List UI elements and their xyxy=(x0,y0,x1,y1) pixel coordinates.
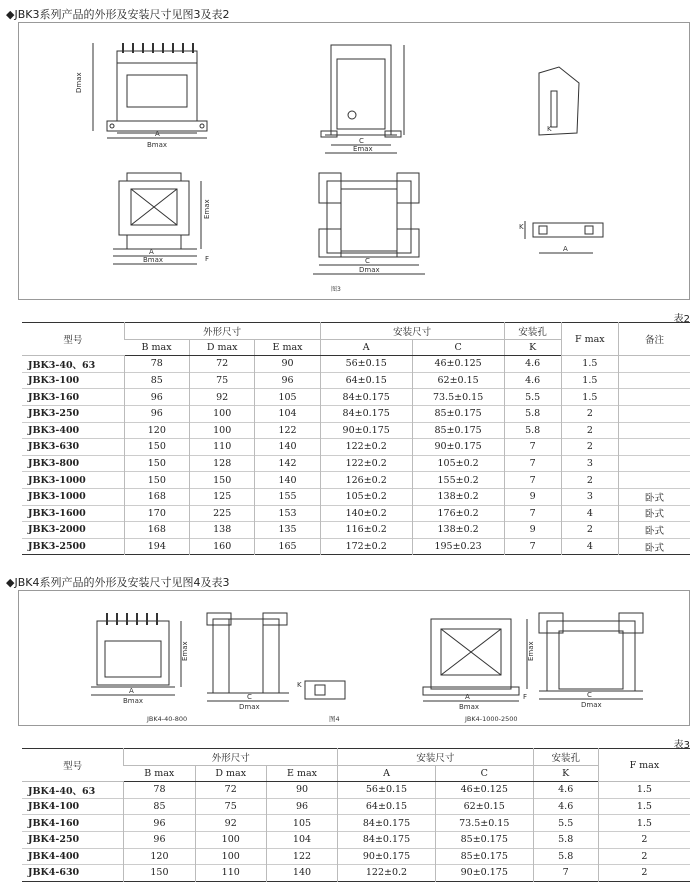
t2-h-emax: E max xyxy=(255,339,320,356)
table2-cell: 卧式 xyxy=(618,488,690,505)
table3-cell: 105 xyxy=(266,815,337,832)
table3-cell: 5.5 xyxy=(533,815,598,832)
table3-cell: 140 xyxy=(266,865,337,882)
caption-left: JBK4-40-800 xyxy=(147,715,188,723)
table2-cell: 150 xyxy=(190,472,255,489)
t2-h-model: 型号 xyxy=(22,323,124,356)
t2-h-k: K xyxy=(504,339,561,356)
table2-row xyxy=(22,522,690,539)
table3-cell: 100 xyxy=(195,848,266,865)
table2-cell: 90 xyxy=(255,356,320,373)
table3-cell: JBK4-250 xyxy=(22,831,124,848)
label-k-1: K xyxy=(547,125,552,133)
table2-cell: 96 xyxy=(124,389,189,406)
table2-cell xyxy=(618,472,690,489)
table3-cell: 85±0.175 xyxy=(435,831,533,848)
table2-cell: 2 xyxy=(561,522,618,539)
table2-cell: 46±0.125 xyxy=(412,356,504,373)
table3-cell: 4.6 xyxy=(533,782,598,799)
label-c-2: C xyxy=(365,257,370,265)
t3-h-model: 型号 xyxy=(22,749,124,782)
table3-cell: 120 xyxy=(124,848,195,865)
table2-cell: 1.5 xyxy=(561,356,618,373)
table2-cell: 105±0.2 xyxy=(412,455,504,472)
table2-cell: 90±0.175 xyxy=(320,422,412,439)
table2-cell: 96 xyxy=(255,372,320,389)
table2-cell: 104 xyxy=(255,405,320,422)
table2-cell: 105±0.2 xyxy=(320,488,412,505)
table2-cell: JBK3-800 xyxy=(22,455,124,472)
figure-4-drawing xyxy=(19,591,691,727)
table2-cell: 142 xyxy=(255,455,320,472)
table2-cell: JBK3-630 xyxy=(22,439,124,456)
table2-cell: 3 xyxy=(561,488,618,505)
table2-cell: 225 xyxy=(190,505,255,522)
table2-row xyxy=(22,389,690,406)
t2-h-c: C xyxy=(412,339,504,356)
table2-cell xyxy=(618,455,690,472)
t2-h-remark: 备注 xyxy=(618,323,690,356)
table2-cell: JBK3-1600 xyxy=(22,505,124,522)
table2-cell: 64±0.15 xyxy=(320,372,412,389)
table2-cell: 168 xyxy=(124,522,189,539)
t2-h-dmax: D max xyxy=(190,339,255,356)
t2-h-outline: 外形尺寸 xyxy=(124,323,320,340)
table2-cell: 78 xyxy=(124,356,189,373)
table2-cell: JBK3-2500 xyxy=(22,538,124,555)
table2-cell: 155±0.2 xyxy=(412,472,504,489)
table2-cell: 128 xyxy=(190,455,255,472)
table2-cell: 122 xyxy=(255,422,320,439)
table2-cell: 122±0.2 xyxy=(320,439,412,456)
table3-cell: 122±0.2 xyxy=(338,865,436,882)
table2-cell: 150 xyxy=(124,472,189,489)
t3-h-bmax: B max xyxy=(124,765,195,782)
label-f-2: F xyxy=(523,693,528,701)
table3-row xyxy=(22,798,690,815)
table2-cell: JBK3-250 xyxy=(22,405,124,422)
table2-cell: 84±0.175 xyxy=(320,389,412,406)
table2-cell: 140 xyxy=(255,439,320,456)
table3-cell: 73.5±0.15 xyxy=(435,815,533,832)
table2-cell: 125 xyxy=(190,488,255,505)
table3-cell: 104 xyxy=(266,831,337,848)
table3-row xyxy=(22,865,690,882)
t2-h-hole: 安装孔 xyxy=(504,323,561,340)
table3-cell: 110 xyxy=(195,865,266,882)
table3-cell: 96 xyxy=(124,815,195,832)
t2-h-a: A xyxy=(320,339,412,356)
table2-cell: JBK3-1000 xyxy=(22,472,124,489)
table2-cell: 73.5±0.15 xyxy=(412,389,504,406)
table3-cell: 84±0.175 xyxy=(338,831,436,848)
table2-cell: JBK3-1000 xyxy=(22,488,124,505)
table3-cell: 2 xyxy=(598,865,690,882)
table2-cell: 4 xyxy=(561,505,618,522)
t3-h-a: A xyxy=(338,765,436,782)
table2-cell: 7 xyxy=(504,538,561,555)
table2-cell: 62±0.15 xyxy=(412,372,504,389)
table3-cell: 90±0.175 xyxy=(338,848,436,865)
table3-cell: 62±0.15 xyxy=(435,798,533,815)
caption-right: JBK4-1000-2500 xyxy=(465,715,518,723)
table2-cell: 140±0.2 xyxy=(320,505,412,522)
table2-cell: 2 xyxy=(561,439,618,456)
table3-cell: JBK4-630 xyxy=(22,865,124,882)
label-bmax-2: Bmax xyxy=(143,256,164,264)
table2-cell: 194 xyxy=(124,538,189,555)
table2-cell: 4.6 xyxy=(504,372,561,389)
table2-cell: 160 xyxy=(190,538,255,555)
table3-label: 表3 xyxy=(673,740,690,751)
table2-cell xyxy=(618,422,690,439)
table3-cell: JBK4-160 xyxy=(22,815,124,832)
figure-4 xyxy=(18,590,690,726)
table2-cell: 176±0.2 xyxy=(412,505,504,522)
table3-cell: 56±0.15 xyxy=(338,782,436,799)
table2 xyxy=(22,322,690,555)
table2-cell: 105 xyxy=(255,389,320,406)
table2-cell: 138±0.2 xyxy=(412,522,504,539)
table2-cell: 1.5 xyxy=(561,389,618,406)
table2-row xyxy=(22,439,690,456)
table3-row xyxy=(22,831,690,848)
table3-cell: 1.5 xyxy=(598,815,690,832)
table2-cell: JBK3-160 xyxy=(22,389,124,406)
table3-cell: 100 xyxy=(195,831,266,848)
label-dmax-1: Dmax xyxy=(75,72,83,93)
table2-cell: 92 xyxy=(190,389,255,406)
table3-cell: 46±0.125 xyxy=(435,782,533,799)
table3-cell: JBK4-400 xyxy=(22,848,124,865)
table2-cell: 170 xyxy=(124,505,189,522)
label-dmax-2: Dmax xyxy=(359,266,380,274)
table2-cell: 3 xyxy=(561,455,618,472)
table3-cell: 75 xyxy=(195,798,266,815)
table3-cell: 85±0.175 xyxy=(435,848,533,865)
table2-cell: 5.8 xyxy=(504,405,561,422)
table2-cell: 85 xyxy=(124,372,189,389)
table3-cell: 7 xyxy=(533,865,598,882)
table2-cell: 7 xyxy=(504,505,561,522)
t2-h-f: F max xyxy=(561,323,618,356)
table3-cell: 85 xyxy=(124,798,195,815)
label-bmax-3: Bmax xyxy=(123,697,144,705)
label-f-1: F xyxy=(205,255,210,263)
table3-cell: JBK4-100 xyxy=(22,798,124,815)
table2-cell: 150 xyxy=(124,439,189,456)
label-dmax-4: Dmax xyxy=(581,701,602,709)
table2-label: 表2 xyxy=(673,314,690,325)
label-c-4: C xyxy=(587,691,592,699)
table2-cell xyxy=(618,356,690,373)
table2-cell: 138 xyxy=(190,522,255,539)
table3-cell: 4.6 xyxy=(533,798,598,815)
table2-cell: 85±0.175 xyxy=(412,422,504,439)
table2-cell: 100 xyxy=(190,422,255,439)
table2-cell: 7 xyxy=(504,439,561,456)
table2-cell: 116±0.2 xyxy=(320,522,412,539)
table2-body xyxy=(22,356,690,555)
label-emax-2: Emax xyxy=(203,199,211,219)
table3-cell: 2 xyxy=(598,831,690,848)
t3-h-k: K xyxy=(533,765,598,782)
label-dmax-3: Dmax xyxy=(239,703,260,711)
table3-cell: 92 xyxy=(195,815,266,832)
label-emax-1: Emax xyxy=(353,145,373,153)
table3-cell: 90 xyxy=(266,782,337,799)
table2-cell: 110 xyxy=(190,439,255,456)
table2-cell: 卧式 xyxy=(618,522,690,539)
table2-cell: JBK3-100 xyxy=(22,372,124,389)
table3-cell: 90±0.175 xyxy=(435,865,533,882)
table2-cell: 140 xyxy=(255,472,320,489)
label-a-5: A xyxy=(465,693,470,701)
label-emax-4: Emax xyxy=(527,641,535,661)
table2-cell: 56±0.15 xyxy=(320,356,412,373)
table2-cell: 5.8 xyxy=(504,422,561,439)
table3-row xyxy=(22,848,690,865)
table3-cell: 84±0.175 xyxy=(338,815,436,832)
table2-cell: 168 xyxy=(124,488,189,505)
table3 xyxy=(22,748,690,882)
table2-cell: 90±0.175 xyxy=(412,439,504,456)
table2-cell: 2 xyxy=(561,422,618,439)
table2-cell: 2 xyxy=(561,405,618,422)
table2-cell: 9 xyxy=(504,522,561,539)
table2-cell: 1.5 xyxy=(561,372,618,389)
table2-cell: 120 xyxy=(124,422,189,439)
table2-row xyxy=(22,422,690,439)
label-a-3: A xyxy=(563,245,568,253)
table2-cell xyxy=(618,372,690,389)
label-c-1: C xyxy=(359,137,364,145)
t3-h-emax: E max xyxy=(266,765,337,782)
table2-cell: 7 xyxy=(504,472,561,489)
table2-cell: 153 xyxy=(255,505,320,522)
figure-3 xyxy=(18,22,690,300)
table2-cell: 卧式 xyxy=(618,505,690,522)
table2-cell: JBK3-400 xyxy=(22,422,124,439)
table2-cell: 卧式 xyxy=(618,538,690,555)
table2-row xyxy=(22,356,690,373)
table3-cell: 96 xyxy=(266,798,337,815)
section2-title: ◆JBK4系列产品的外形及安装尺寸见图4及表3 xyxy=(6,576,230,589)
t3-h-f: F max xyxy=(598,749,690,782)
table3-cell: 1.5 xyxy=(598,782,690,799)
table2-cell: 5.5 xyxy=(504,389,561,406)
table2-row xyxy=(22,455,690,472)
figure-4-label: 图4 xyxy=(329,715,340,723)
label-a-1: A xyxy=(155,130,160,138)
table3-cell: 64±0.15 xyxy=(338,798,436,815)
table2-cell: 85±0.175 xyxy=(412,405,504,422)
table3-cell: 5.8 xyxy=(533,831,598,848)
t3-h-dmax: D max xyxy=(195,765,266,782)
table2-cell xyxy=(618,439,690,456)
table3-row xyxy=(22,815,690,832)
label-k-3: K xyxy=(297,681,302,689)
table2-cell: 2 xyxy=(561,472,618,489)
figure-3-drawing xyxy=(19,23,691,301)
table2-cell: JBK3-40、63 xyxy=(22,356,124,373)
table2-cell: 195±0.23 xyxy=(412,538,504,555)
table2-cell: 4.6 xyxy=(504,356,561,373)
table2-cell: 9 xyxy=(504,488,561,505)
table2-cell: 150 xyxy=(124,455,189,472)
table2-cell: 96 xyxy=(124,405,189,422)
figure-3-label: 图3 xyxy=(331,286,341,293)
label-bmax-4: Bmax xyxy=(459,703,480,711)
table3-cell: 5.8 xyxy=(533,848,598,865)
table2-cell xyxy=(618,389,690,406)
table3-cell: 72 xyxy=(195,782,266,799)
table2-row xyxy=(22,488,690,505)
table2-cell: 172±0.2 xyxy=(320,538,412,555)
table2-row xyxy=(22,372,690,389)
t2-h-install: 安装尺寸 xyxy=(320,323,504,340)
t3-h-outline: 外形尺寸 xyxy=(124,749,338,766)
table3-cell: 96 xyxy=(124,831,195,848)
section1-title: ◆JBK3系列产品的外形及安装尺寸见图3及表2 xyxy=(6,8,230,21)
table3-cell: 150 xyxy=(124,865,195,882)
t2-h-bmax: B max xyxy=(124,339,189,356)
label-c-3: C xyxy=(247,693,252,701)
table2-row xyxy=(22,472,690,489)
table2-cell: 4 xyxy=(561,538,618,555)
label-k-2: K xyxy=(519,223,524,231)
label-bmax-1: Bmax xyxy=(147,141,168,149)
table2-cell: 7 xyxy=(504,455,561,472)
t3-h-install: 安装尺寸 xyxy=(338,749,534,766)
table2-cell: 122±0.2 xyxy=(320,455,412,472)
table2-cell: 135 xyxy=(255,522,320,539)
table2-row xyxy=(22,405,690,422)
table3-cell: 1.5 xyxy=(598,798,690,815)
table3-cell: 2 xyxy=(598,848,690,865)
table2-cell: 165 xyxy=(255,538,320,555)
table2-cell: 155 xyxy=(255,488,320,505)
table3-cell: 78 xyxy=(124,782,195,799)
table3-row xyxy=(22,782,690,799)
table2-cell: 100 xyxy=(190,405,255,422)
table2-cell: 138±0.2 xyxy=(412,488,504,505)
table2-cell: 75 xyxy=(190,372,255,389)
table2-row xyxy=(22,505,690,522)
table2-cell: 84±0.175 xyxy=(320,405,412,422)
label-a-2: A xyxy=(149,248,154,256)
table3-cell: JBK4-40、63 xyxy=(22,782,124,799)
t3-h-hole: 安装孔 xyxy=(533,749,598,766)
table3-cell: 122 xyxy=(266,848,337,865)
label-emax-3: Emax xyxy=(181,641,189,661)
table2-cell: 126±0.2 xyxy=(320,472,412,489)
table2-cell xyxy=(618,405,690,422)
label-a-4: A xyxy=(129,687,134,695)
table2-cell: 72 xyxy=(190,356,255,373)
table3-body xyxy=(22,782,690,882)
t3-h-c: C xyxy=(435,765,533,782)
table2-row xyxy=(22,538,690,555)
table2-cell: JBK3-2000 xyxy=(22,522,124,539)
